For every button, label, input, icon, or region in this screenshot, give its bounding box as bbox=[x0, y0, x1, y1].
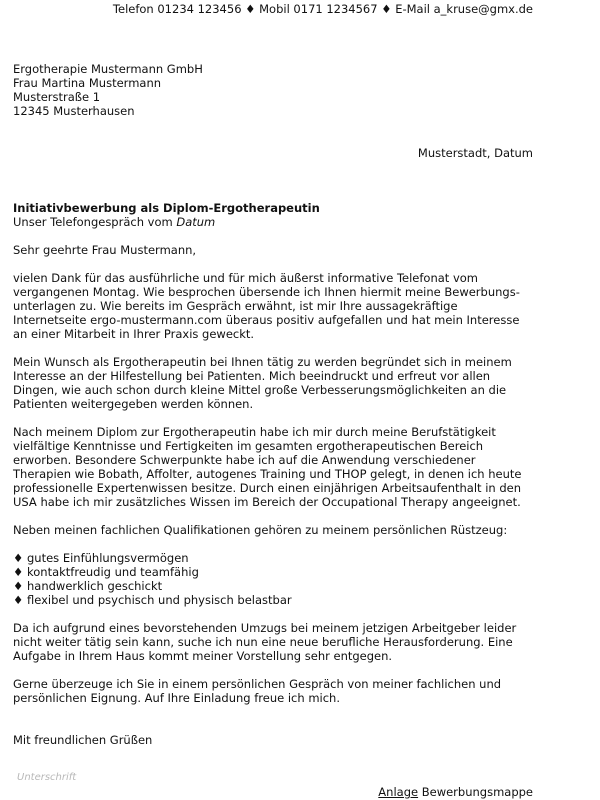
subject-reference-date: Datum bbox=[176, 215, 216, 229]
paragraph-line: Interesse an der Hilfestellung bei Patienten. Mich beeindruckt und erfreut vor allen bbox=[13, 369, 491, 383]
paragraph-line: professionelle Expertenwissen besitze. Durch einen einjährigen Arbeitsaufenthalt in den bbox=[13, 481, 521, 495]
place-date: Musterstadt, Datum bbox=[417, 146, 533, 160]
recipient-company: Ergotherapie Mustermann GmbH bbox=[13, 62, 203, 76]
subject-reference-prefix: Unser Telefongespräch vom bbox=[13, 215, 177, 229]
recipient-street: Musterstraße 1 bbox=[13, 90, 101, 104]
list-item bbox=[13, 551, 533, 565]
list-item-text: kontaktfreudig und teamfähig bbox=[27, 565, 199, 579]
signature-placeholder: Unterschrift bbox=[17, 772, 77, 783]
recipient-address bbox=[13, 62, 203, 118]
paragraph-line: Patienten weitergegeben werden können. bbox=[13, 397, 254, 411]
paragraph-line: erworben. Besondere Schwerpunkte habe ich auf die Anwendung verschiedener bbox=[13, 453, 476, 467]
paragraph-line: Internetseite ergo-mustermann.com überaus positiv aufgefallen und hat mein Interesse bbox=[13, 313, 520, 327]
paragraph-line: Neben meinen fachlichen Qualifikationen gehören zu meinem persönlichen Rüstzeug: bbox=[13, 523, 508, 537]
paragraphs-after bbox=[13, 621, 533, 705]
list-item-text: flexibel und psychisch und physisch belastbar bbox=[27, 593, 292, 607]
paragraphs-before bbox=[13, 271, 533, 537]
paragraph-line: Gerne überzeuge ich Sie in einem persönlichen Gespräch von meiner fachlichen und bbox=[13, 677, 502, 691]
paragraph bbox=[13, 621, 533, 663]
subject-reference bbox=[13, 215, 533, 229]
closing: Mit freundlichen Grüßen bbox=[13, 733, 153, 747]
diamond-bullet-icon: ♦ bbox=[13, 551, 24, 565]
qualification-list bbox=[13, 551, 533, 607]
paragraph-line: nicht weiter tätig sein kann, suche ich nun eine neue berufliche Herausforderung. Eine bbox=[13, 635, 513, 649]
paragraph-line: Da ich aufgrund eines bevorstehenden Umzugs bei meinem jetzigen Arbeitgeber leider bbox=[13, 621, 517, 635]
attachment-text: Bewerbungsmappe bbox=[418, 785, 533, 799]
paragraph-line: Nach meinem Diplom zur Ergotherapeutin habe ich mir durch meine Berufstätigkeit bbox=[13, 425, 496, 439]
paragraph bbox=[13, 425, 533, 509]
paragraph-line: vergangenen Montag. Wie besprochen übersende ich Ihnen hiermit meine Bewerbungs- bbox=[13, 285, 520, 299]
header-contact-line: Telefon 01234 123456 ♦ Mobil 0171 1234567 ♦ E-Mail a_kruse@gmx.de bbox=[112, 2, 533, 16]
diamond-bullet-icon: ♦ bbox=[13, 579, 24, 593]
paragraph bbox=[13, 523, 533, 537]
paragraph-line: Aufgabe in Ihrem Haus kommt meiner Vorstellung sehr entgegen. bbox=[13, 649, 393, 663]
recipient-city: 12345 Musterhausen bbox=[13, 104, 135, 118]
paragraph-line: vielfältige Kenntnisse und Fertigkeiten im gesamten ergotherapeutischen Bereich bbox=[13, 439, 484, 453]
list-item-text: handwerklich geschickt bbox=[27, 579, 163, 593]
paragraph-line: Therapien wie Bobath, Affolter, autogenes Training und THOP gelegt, in denen ich heute bbox=[13, 467, 522, 481]
attachment-label: Anlage bbox=[378, 785, 419, 799]
list-item bbox=[13, 579, 533, 593]
list-item-text: gutes Einfühlungsvermögen bbox=[27, 551, 189, 565]
paragraph bbox=[13, 677, 533, 705]
salutation: Sehr geehrte Frau Mustermann, bbox=[13, 243, 197, 257]
letter-body bbox=[13, 201, 533, 747]
diamond-bullet-icon: ♦ bbox=[13, 593, 24, 607]
list-item bbox=[13, 593, 533, 607]
paragraph-line: persönlichen Eignung. Auf Ihre Einladung freue ich mich. bbox=[13, 691, 340, 705]
paragraph-line: USA habe ich mir zusätzliches Wissen im Bereich der Occupational Therapy angeeignet. bbox=[13, 495, 521, 509]
paragraph-line: vielen Dank für das ausführliche und für mich äußerst informative Telefonat vom bbox=[13, 271, 479, 285]
paragraph bbox=[13, 271, 533, 341]
list-item bbox=[13, 565, 533, 579]
paragraph-line: Dingen, wie auch schon durch kleine Mittel große Verbesserungsmöglichkeiten an die bbox=[13, 383, 507, 397]
diamond-bullet-icon: ♦ bbox=[13, 565, 24, 579]
recipient-name: Frau Martina Mustermann bbox=[13, 76, 162, 90]
paragraph-line: unterlagen zu. Wie bereits im Gespräch erwähnt, ist mir Ihre aussagekräftige bbox=[13, 299, 458, 313]
subject-title: Initiativbewerbung als Diplom-Ergotherapeutin bbox=[13, 201, 320, 215]
paragraph-line: Mein Wunsch als Ergotherapeutin bei Ihnen tätig zu werden begründet sich in meinem bbox=[13, 355, 512, 369]
paragraph-line: an einer Mitarbeit in Ihrer Praxis geweckt. bbox=[13, 327, 255, 341]
paragraph bbox=[13, 355, 533, 411]
attachment-note bbox=[378, 785, 533, 799]
